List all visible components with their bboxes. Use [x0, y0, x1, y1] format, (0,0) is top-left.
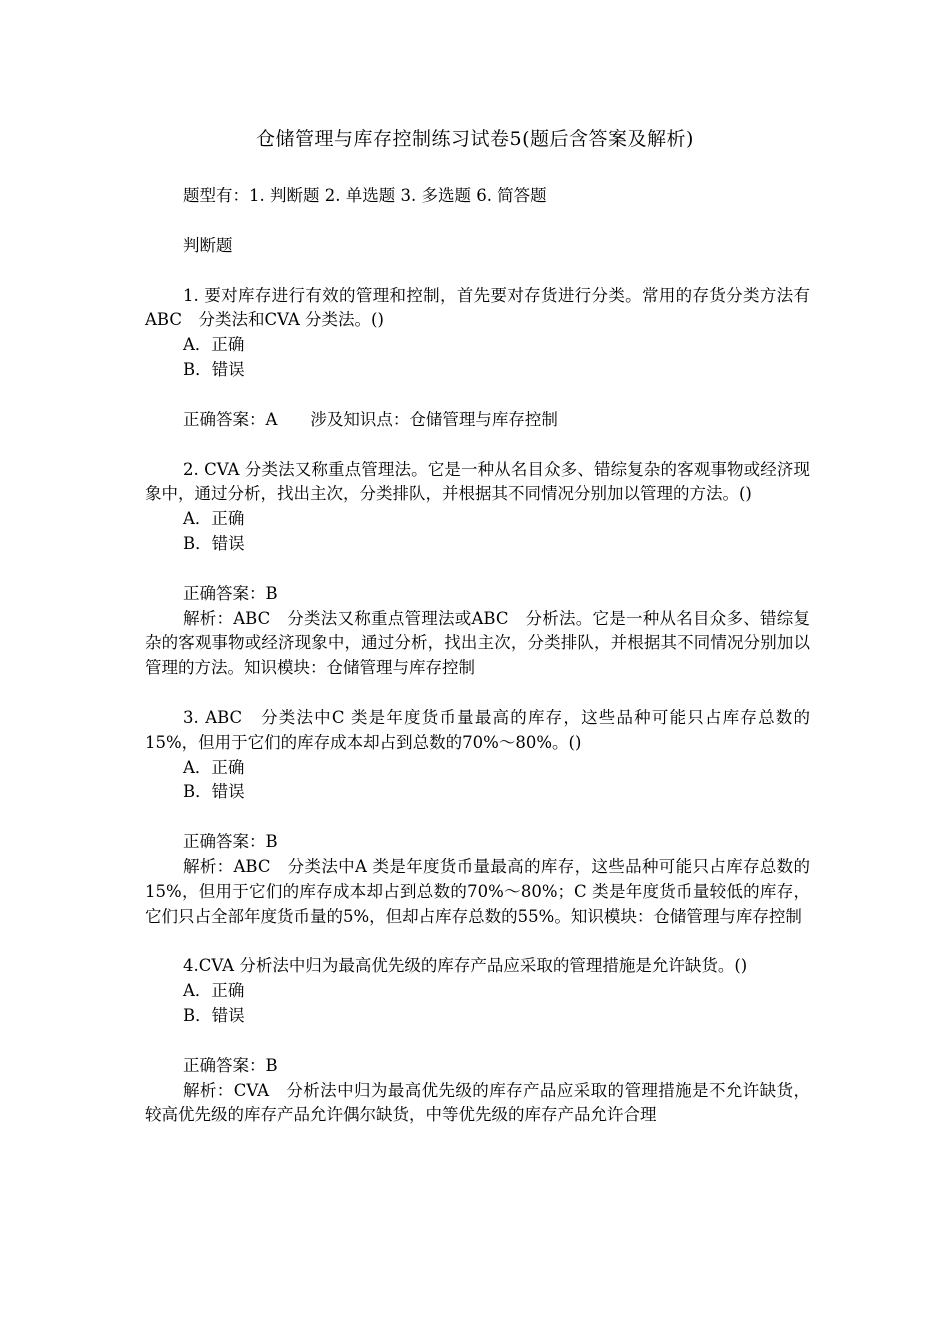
- answer-line: 正确答案：B: [183, 583, 278, 603]
- option-a: A．正确: [183, 335, 245, 355]
- document-body: [145, 184, 810, 1128]
- question-text: 4.CVA 分析法中归为最高优先级的库存产品应采取的管理措施是允许缺货。(): [183, 956, 748, 976]
- analysis-text: 解析：ABC 分类法中A 类是年度货币量最高的库存，这些品种可能只占库存总数的15%，但用于它们的库存成本却占到总数的70%～80%；C 类是年度货币量较低的库存，它们只占全部年度货币量的5%，但却占库存总数的55%。知识模块：仓储管理与库存控制: [145, 856, 810, 926]
- document-title: 仓储管理与库存控制练习试卷5(题后含答案及解析): [256, 128, 694, 150]
- option-a: A．正确: [183, 757, 245, 777]
- analysis-text: 解析：CVA 分析法中归为最高优先级的库存产品应采取的管理措施是不允许缺货，较高优先级的库存产品允许偶尔缺货，中等优先级的库存产品允许合理: [145, 1080, 810, 1125]
- option-b: B．错误: [183, 1005, 245, 1025]
- option-a: A．正确: [183, 981, 245, 1001]
- answer-line: 正确答案：B: [183, 832, 278, 852]
- option-b: B．错误: [183, 359, 245, 379]
- section-heading: 判断题: [183, 235, 233, 255]
- option-a: A．正确: [183, 509, 245, 529]
- answer-line: 正确答案：A 涉及知识点：仓储管理与库存控制: [183, 409, 558, 429]
- question-block: [145, 954, 810, 1128]
- question-text: 2. CVA 分类法又称重点管理法。它是一种从名目众多、错综复杂的客观事物或经济现象中，通过分析，找出主次，分类排队，并根据其不同情况分别加以管理的方法。(): [145, 459, 810, 504]
- analysis-text: 解析：ABC 分类法又称重点管理法或ABC 分析法。它是一种从名目众多、错综复杂的客观事物或经济现象中，通过分析，找出主次，分类排队，并根据其不同情况分别加以管理的方法。知识模块：仓储管理与库存控制: [145, 608, 810, 678]
- option-b: B．错误: [183, 782, 245, 802]
- question-block: [145, 284, 810, 433]
- question-text: 3. ABC 分类法中C 类是年度货币量最高的库存，这些品种可能只占库存总数的15%，但用于它们的库存成本却占到总数的70%～80%。(): [145, 707, 810, 752]
- question-block: [145, 458, 810, 681]
- answer-line: 正确答案：B: [183, 1055, 278, 1075]
- option-b: B．错误: [183, 533, 245, 553]
- question-block: [145, 706, 810, 929]
- question-types-line: 题型有：1. 判断题 2. 单选题 3. 多选题 6. 简答题: [183, 186, 547, 205]
- question-text: 1. 要对库存进行有效的管理和控制，首先要对存货进行分类。常用的存货分类方法有ABC 分类法和CVA 分类法。(): [145, 285, 810, 330]
